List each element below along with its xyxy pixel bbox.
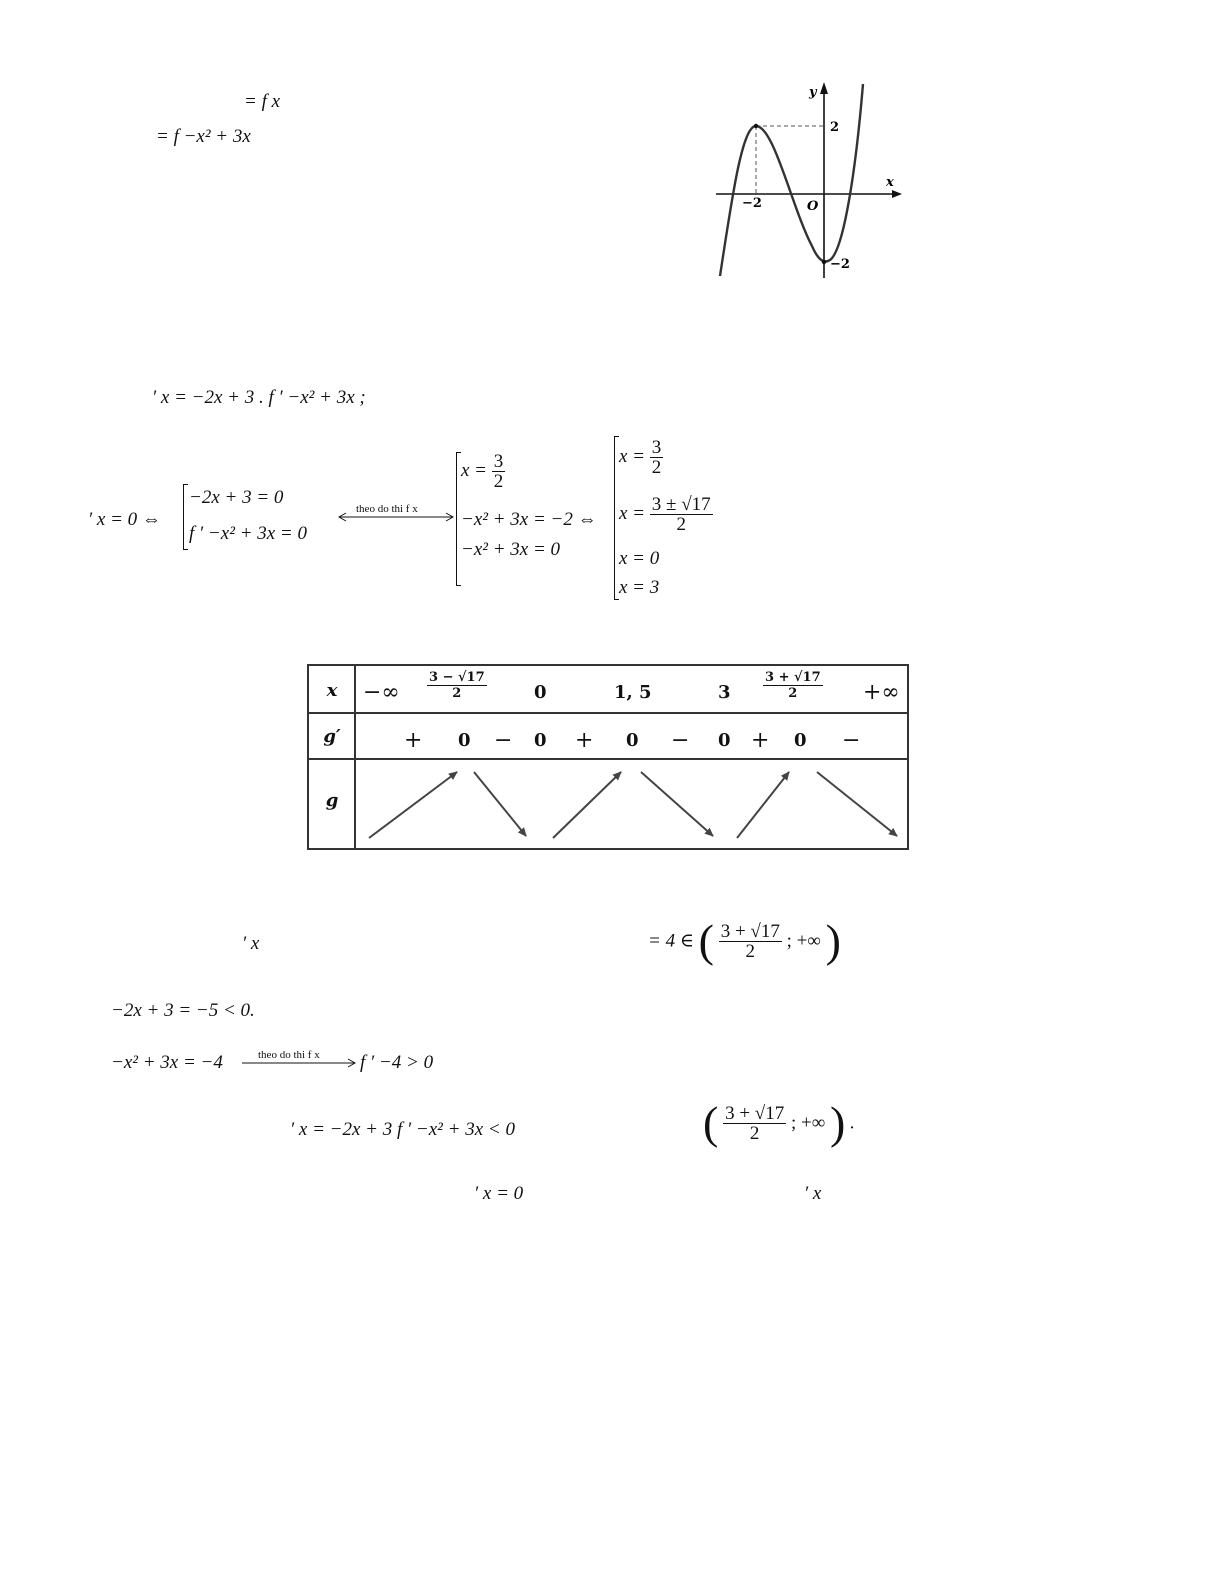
- x-root-1-den: 2: [427, 685, 487, 701]
- function-graph: [712, 78, 912, 288]
- y-axis-arrowhead: [820, 82, 828, 94]
- sign-7: −: [671, 728, 690, 753]
- check-line-1-num: 3 + √17: [720, 920, 780, 942]
- x-axis-arrowhead: [892, 190, 902, 198]
- system-3a-den: 2: [651, 457, 662, 478]
- check-line-1-den: 2: [719, 941, 782, 961]
- check-line-5-left: ′ x = 0: [474, 1183, 524, 1204]
- check-line-1-left: ′ x: [242, 933, 260, 954]
- system-3a-frac: [650, 438, 664, 477]
- system-3b: [619, 495, 713, 534]
- arrow-up-1: [369, 772, 457, 838]
- table-header-x: x: [326, 680, 338, 701]
- x-value-one-point-five: 1, 5: [614, 682, 652, 703]
- x-root-2-num: 3 + √17: [765, 670, 821, 685]
- sign-1: +: [404, 728, 423, 753]
- check-line-1-prefix: = 4 ∈: [648, 930, 694, 952]
- paren-open-2: (: [703, 1097, 719, 1148]
- system-2c: −x² + 3x = 0: [461, 539, 561, 560]
- check-line-1-tail: ; +∞: [786, 930, 821, 952]
- x-value-root-2: [763, 670, 823, 701]
- header-line-1: = f x: [244, 91, 281, 112]
- check-line-2: −2x + 3 = −5 < 0.: [111, 1000, 255, 1021]
- sign-9: +: [751, 728, 770, 753]
- arrow-up-3: [737, 772, 789, 838]
- x-root-2-den: 2: [763, 685, 823, 701]
- system-3b-pre: x =: [619, 502, 646, 524]
- arrow-down-2: [641, 772, 713, 836]
- x-value-root-1: [427, 670, 487, 701]
- header-line-2: = f −x² + 3x: [156, 126, 251, 147]
- y-tick-label-top: 2: [830, 120, 840, 135]
- paren-open: (: [698, 915, 714, 966]
- check-line-3-right: f ′ −4 > 0: [360, 1052, 434, 1073]
- min-point: [822, 260, 826, 264]
- origin-label: O: [807, 199, 819, 214]
- check-line-4-frac: [723, 1104, 786, 1143]
- system-bracket-2: [456, 452, 457, 586]
- check-line-4-num: 3 + √17: [725, 1102, 785, 1124]
- system-3b-den: 2: [650, 514, 713, 534]
- x-root-2-frac: [763, 670, 823, 701]
- system-3b-frac: [650, 495, 713, 534]
- system-3c: x = 0: [619, 548, 660, 569]
- cubic-curve: [720, 84, 863, 276]
- sign-3: −: [494, 728, 513, 753]
- system-2a: [461, 452, 505, 491]
- sign-4: 0: [534, 730, 547, 751]
- system-2a-frac: [492, 452, 506, 491]
- table-header-gprime: g′: [323, 726, 341, 747]
- check-line-4-den: 2: [723, 1123, 786, 1143]
- y-axis-label: y: [809, 85, 817, 100]
- variation-table: [307, 664, 909, 850]
- sign-2: 0: [458, 730, 471, 751]
- variation-arrows: [309, 758, 906, 852]
- check-line-3-arrow-text: theo do thi f x: [258, 1049, 320, 1061]
- x-value-plus-inf: +∞: [863, 680, 900, 705]
- derivative-line: ′ x = −2x + 3 . f ′ −x² + 3x ;: [152, 387, 366, 408]
- x-root-1-frac: [427, 670, 487, 701]
- system-3b-num: 3 ± √17: [651, 494, 711, 515]
- system-2a-den: 2: [493, 471, 504, 492]
- sign-11: −: [842, 728, 861, 753]
- table-row-divider-1: [309, 712, 907, 714]
- check-line-4-left: ′ x = −2x + 3 f ′ −x² + 3x < 0: [290, 1119, 515, 1140]
- sign-5: +: [575, 728, 594, 753]
- system-bracket-3: [614, 436, 615, 600]
- check-line-4-end: .: [850, 1112, 855, 1134]
- check-line-3-left: −x² + 3x = −4: [111, 1052, 223, 1073]
- system-bracket-1: [183, 484, 184, 550]
- system-2b: −x² + 3x = −2 ⇔: [461, 509, 597, 530]
- check-line-3-arrow: [240, 1057, 360, 1069]
- check-line-5-right: ′ x: [804, 1183, 822, 1204]
- system-3a-num: 3: [651, 437, 662, 458]
- system-arrow-text: theo do thi f x: [356, 503, 418, 515]
- system-3a: [619, 438, 663, 477]
- check-line-1-frac: [719, 922, 782, 961]
- system-1a: −2x + 3 = 0: [189, 487, 284, 508]
- system-2a-pre: x =: [461, 459, 488, 481]
- x-value-zero: 0: [534, 682, 547, 703]
- x-value-three: 3: [718, 682, 731, 703]
- arrow-down-3: [817, 772, 897, 836]
- long-arrow: [336, 511, 458, 523]
- system-3a-pre: x =: [619, 445, 646, 467]
- y-tick-label-bottom: −2: [830, 257, 850, 272]
- x-value-minus-inf: −∞: [363, 680, 400, 705]
- sign-6: 0: [626, 730, 639, 751]
- x-tick-label: −2: [742, 196, 762, 211]
- paren-close-2: ): [830, 1097, 846, 1148]
- check-line-4-right: [703, 1097, 855, 1148]
- system-lhs: ′ x = 0 ⇔: [88, 509, 161, 530]
- x-root-1-num: 3 − √17: [429, 670, 485, 685]
- arrow-down-1: [474, 772, 526, 836]
- table-header-g: g: [325, 790, 339, 811]
- sign-10: 0: [794, 730, 807, 751]
- x-axis-label: x: [886, 175, 894, 190]
- system-3d: x = 3: [619, 577, 660, 598]
- sign-8: 0: [718, 730, 731, 751]
- max-point: [754, 124, 758, 128]
- paren-close: ): [825, 915, 841, 966]
- check-line-4-tail: ; +∞: [790, 1112, 826, 1134]
- system-1b: f ′ −x² + 3x = 0: [189, 523, 307, 544]
- check-line-1-right: [648, 915, 841, 966]
- arrow-up-2: [553, 772, 621, 838]
- system-2a-num: 3: [493, 451, 504, 472]
